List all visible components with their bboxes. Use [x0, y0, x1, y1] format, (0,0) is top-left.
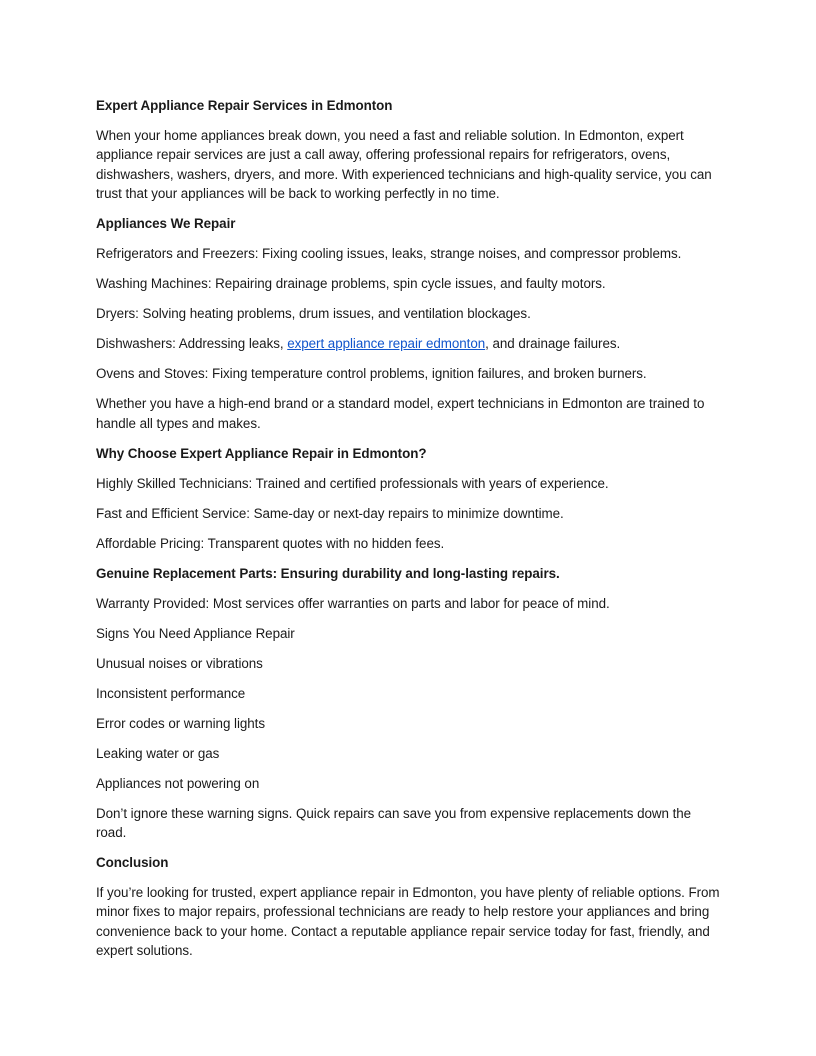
signs-warning: Don’t ignore these warning signs. Quick repairs can save you from expensive replacements down the road.: [96, 805, 692, 841]
why-item-parts: Genuine Replacement Parts: Ensuring durability and long-lasting repairs.: [96, 565, 560, 581]
dishwashers-suffix: , and drainage failures.: [485, 336, 621, 352]
sign-item-inconsistent: Inconsistent performance: [96, 685, 246, 701]
sign-item-leaking: Leaking water or gas: [96, 745, 220, 761]
intro-paragraph: When your home appliances break down, you need a fast and reliable solution. In Edmonton, expert appliance repair services are just a call away, offering professional repairs for refrigerators, ovens, dishwashers, washers, dryers, and more. With experienced technicians and high-quality service, you can trust that your appliances will be back to working perfectly in no time.: [96, 128, 712, 202]
why-item-skilled: Highly Skilled Technicians: Trained and certified professionals with years of experience.: [96, 475, 609, 491]
appliance-item-washing-machines: Washing Machines: Repairing drainage problems, spin cycle issues, and faulty motors.: [96, 276, 606, 292]
sign-item-errors: Error codes or warning lights: [96, 715, 265, 731]
why-item-fast: Fast and Efficient Service: Same-day or next-day repairs to minimize downtime.: [96, 505, 564, 521]
why-choose-heading: Why Choose Expert Appliance Repair in Edmonton?: [96, 445, 427, 461]
sign-item-noises: Unusual noises or vibrations: [96, 655, 263, 671]
appliances-summary: Whether you have a high-end brand or a standard model, expert technicians in Edmonton are trained to handle all types and makes.: [96, 396, 705, 431]
dishwashers-prefix: Dishwashers: Addressing leaks,: [96, 336, 288, 352]
conclusion-heading: Conclusion: [96, 855, 169, 871]
document-title: Expert Appliance Repair Services in Edmonton: [96, 98, 393, 113]
appliance-item-refrigerators: Refrigerators and Freezers: Fixing cooling issues, leaks, strange noises, and compressor problems.: [96, 246, 682, 262]
why-item-warranty: Warranty Provided: Most services offer warranties on parts and labor for peace of mind.: [96, 595, 610, 611]
why-item-pricing: Affordable Pricing: Transparent quotes with no hidden fees.: [96, 535, 445, 551]
appliance-item-ovens: Ovens and Stoves: Fixing temperature control problems, ignition failures, and broken burners.: [96, 366, 647, 382]
appliances-heading: Appliances We Repair: [96, 216, 236, 232]
sign-item-power: Appliances not powering on: [96, 775, 260, 791]
signs-heading: Signs You Need Appliance Repair: [96, 625, 295, 641]
appliance-repair-link[interactable]: expert appliance repair edmonton: [287, 336, 486, 352]
appliance-item-dryers: Dryers: Solving heating problems, drum issues, and ventilation blockages.: [96, 306, 531, 322]
conclusion-paragraph: If you’re looking for trusted, expert appliance repair in Edmonton, you have plenty of reliable options. From minor fixes to major repairs, professional technicians are ready to help restore your appliances and bring convenience back to your home. Contact a reputable appliance repair service today for fast, friendly, and expert solutions.: [96, 885, 720, 959]
document-body: [96, 96, 722, 971]
appliance-item-dishwashers: [96, 334, 722, 353]
